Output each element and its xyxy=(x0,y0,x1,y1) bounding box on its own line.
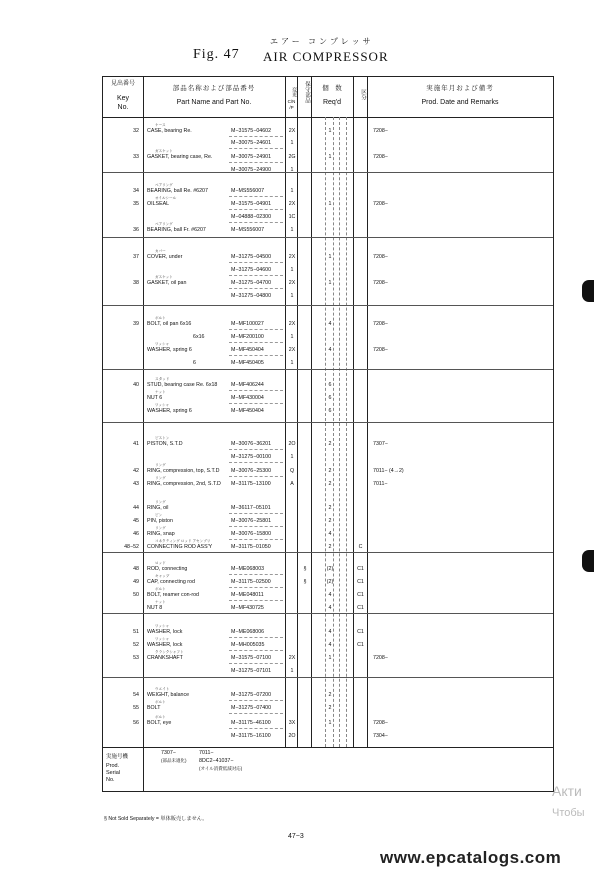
row-dash xyxy=(229,462,283,463)
change-code: A xyxy=(290,481,294,487)
row-dash xyxy=(229,574,283,575)
quantity: 2 xyxy=(328,705,332,711)
quantity: 4 xyxy=(328,592,332,598)
remarks: 7208− xyxy=(373,347,388,353)
watermark: www.epcatalogs.com xyxy=(380,848,562,867)
figure-title: AIR COMPRESSOR xyxy=(263,49,389,64)
part-name: WASHER, spring 6 xyxy=(147,408,192,414)
quantity: 6 xyxy=(328,395,332,401)
remarks: 7208− xyxy=(373,201,388,207)
key-number: 32 xyxy=(133,128,139,134)
figure-label: Fig. 47 xyxy=(193,47,240,62)
part-number: M−30075−24901 xyxy=(231,154,272,160)
remarks: 7208− xyxy=(373,280,388,286)
part-name-furigana: キャップ xyxy=(155,574,170,578)
part-number: M−31175−02500 xyxy=(231,579,271,585)
part-number: M−30076−36201 xyxy=(231,441,272,447)
quantity: 4 xyxy=(328,629,332,635)
binder-hole xyxy=(582,280,594,302)
change-code: 2X xyxy=(288,128,296,134)
part-number: M−31175−01050 xyxy=(231,544,271,550)
change-code: 2X xyxy=(288,280,296,286)
part-name: BEARING, ball Re. #6207 xyxy=(147,188,208,194)
part-name: BOLT xyxy=(147,705,161,711)
serial-label: Prod. Serial No. xyxy=(106,763,121,783)
key-number: 55 xyxy=(133,705,139,711)
quantity: 1 xyxy=(328,154,332,160)
row-dash xyxy=(229,713,283,714)
header-req: Req'd xyxy=(322,99,342,106)
req-subcolumn xyxy=(333,117,334,747)
part-name-furigana: ロッド xyxy=(155,561,166,565)
remarks: 7011− (4→2) xyxy=(373,468,404,474)
part-name-furigana: ピストン xyxy=(155,436,170,440)
part-number: M−MF430004 xyxy=(231,395,264,401)
part-name-furigana: ワッシャ xyxy=(155,624,170,628)
header-key-jp: 見出番号 xyxy=(110,81,135,87)
group-divider xyxy=(103,172,553,173)
part-number: M−ME068003 xyxy=(231,566,265,572)
not-sold-mark: § xyxy=(303,566,307,572)
class-code: C1 xyxy=(357,642,364,648)
part-name-furigana: ボルト xyxy=(155,587,166,591)
class-code: C1 xyxy=(357,605,364,611)
part-name: CASE, bearing Re. xyxy=(147,128,192,134)
remarks: 7208− xyxy=(373,720,388,726)
change-code: 1 xyxy=(290,140,294,146)
row-dash xyxy=(229,403,283,404)
row-dash xyxy=(229,162,283,163)
part-number: M−ME068006 xyxy=(231,629,265,635)
part-name: OILSEAL xyxy=(147,201,170,207)
header-part: Part Name and Part No. xyxy=(176,99,252,106)
part-number: M−31175−46100 xyxy=(231,720,271,726)
part-number: M−31175−13100 xyxy=(231,481,271,487)
quantity: 1 xyxy=(328,201,332,207)
part-name: RING, snap xyxy=(147,531,175,537)
change-code: 2X xyxy=(288,321,296,327)
change-code: 1 xyxy=(290,334,294,340)
quantity: 2 xyxy=(328,544,332,550)
group-divider xyxy=(103,552,553,553)
change-code: 1 xyxy=(290,454,294,460)
remarks: 7011− xyxy=(373,481,388,487)
col-divider xyxy=(367,77,368,747)
quantity: 2 xyxy=(328,468,332,474)
serial-col1-note: (部品未適化) xyxy=(161,758,187,763)
part-number: M−30075−24601 xyxy=(231,140,272,146)
part-number: M−ME048011 xyxy=(231,592,264,598)
col-divider xyxy=(143,77,144,747)
part-number: M−36117−05101 xyxy=(231,505,271,511)
part-name-furigana: リング xyxy=(155,500,166,504)
part-name-furigana: スタッド xyxy=(155,377,170,381)
part-name: WASHER, spring 6 xyxy=(147,347,192,353)
quantity: (2) xyxy=(326,566,334,572)
part-name: BOLT, oil pan 6x16 xyxy=(147,321,192,327)
part-number: M−MS556007 xyxy=(231,188,265,194)
key-number: 44 xyxy=(133,505,139,511)
serial-col2-date: 7011− xyxy=(199,750,214,756)
key-number: 45 xyxy=(133,518,139,524)
key-number: 56 xyxy=(133,720,139,726)
parts-table xyxy=(102,76,554,792)
part-name: GASKET, bearing case, Re. xyxy=(147,154,213,160)
binder-hole xyxy=(582,550,594,572)
key-number: 48−52 xyxy=(124,544,139,550)
part-name-furigana: ワッシャ xyxy=(155,342,170,346)
change-code: 1 xyxy=(290,267,294,273)
serial-col2-serial: 8DC2−41037− xyxy=(199,758,234,764)
quantity: 6 xyxy=(328,408,332,414)
part-number: M−31275−07200 xyxy=(231,692,272,698)
part-number: M−30076−15800 xyxy=(231,531,272,537)
change-code: 1 xyxy=(290,293,294,299)
remarks: 7208− xyxy=(373,321,388,327)
header-change-jp: 変更 xyxy=(291,87,297,97)
group-divider xyxy=(103,613,553,614)
part-name: RING, compression, 2nd, S.T.D xyxy=(147,481,221,487)
remarks: 7208− xyxy=(373,254,388,260)
part-name-furigana: ウエイト xyxy=(155,687,170,691)
header-part-jp: 部品名称および部品番号 xyxy=(172,85,256,92)
part-name-furigana: ワッシャ xyxy=(155,403,170,407)
key-number: 49 xyxy=(133,579,139,585)
part-name: STUD, bearing case Re. 6x18 xyxy=(147,382,218,388)
class-code: C1 xyxy=(357,629,364,635)
part-name-furigana: ワッシャ xyxy=(155,637,170,641)
row-dash xyxy=(229,650,283,651)
quantity: 2 xyxy=(328,518,332,524)
remarks: 7304− xyxy=(373,733,388,739)
quantity: 6 xyxy=(328,382,332,388)
key-number: 54 xyxy=(133,692,139,698)
part-name-furigana: カバー xyxy=(155,249,166,253)
part-number: M−31275−07101 xyxy=(231,668,272,674)
change-code: 1C xyxy=(288,214,296,220)
part-number: M−MF200100 xyxy=(231,334,264,340)
serial-label-jp: 実施号機 xyxy=(106,754,129,760)
change-code: 1 xyxy=(290,167,294,173)
col-divider xyxy=(285,77,286,747)
req-subcolumn xyxy=(325,117,326,747)
change-code: 2O xyxy=(288,733,296,739)
change-code: 2X xyxy=(288,201,296,207)
key-number: 40 xyxy=(133,382,139,388)
part-name: BEARING, ball Fr. #6207 xyxy=(147,227,206,233)
part-name-furigana: リング xyxy=(155,463,166,467)
part-name-furigana: ケース xyxy=(155,123,166,127)
req-subcolumn xyxy=(339,117,340,747)
key-number: 53 xyxy=(133,655,139,661)
serial-col2-note: (オイル消費低減対応) xyxy=(199,766,243,771)
part-name: PISTON, S.T.D xyxy=(147,441,183,447)
remarks: 7208− xyxy=(373,128,388,134)
row-dash xyxy=(229,342,283,343)
part-number: M−31275−04800 xyxy=(231,293,272,299)
row-dash xyxy=(229,587,283,588)
part-number: M−31175−16100 xyxy=(231,733,271,739)
part-number: M−31575−07100 xyxy=(231,655,272,661)
part-number: M−MF406244 xyxy=(231,382,264,388)
key-number: 52 xyxy=(133,642,139,648)
class-code: C xyxy=(358,544,363,550)
part-name: 6 xyxy=(193,360,196,366)
part-name-furigana: クランクシャフト xyxy=(155,650,184,654)
part-number: M−30076−25801 xyxy=(231,518,272,524)
class-code: C1 xyxy=(357,592,364,598)
part-number: M−MF450404 xyxy=(231,408,264,414)
part-name-furigana: ナット xyxy=(155,390,166,394)
change-code: 2X xyxy=(288,347,296,353)
part-number: M−MF450405 xyxy=(231,360,264,366)
part-name: PIN, piston xyxy=(147,518,173,524)
row-dash xyxy=(229,329,283,330)
row-dash xyxy=(229,222,283,223)
part-number: M−MS556007 xyxy=(231,227,265,233)
part-name: CAP, connecting rod xyxy=(147,579,195,585)
row-dash xyxy=(229,600,283,601)
part-name: NUT 8 xyxy=(147,605,163,611)
part-name: 6x16 xyxy=(193,334,205,340)
part-name: BOLT, reamer con-rod xyxy=(147,592,200,598)
part-name-furigana: ナット xyxy=(155,600,166,604)
header-remarks-jp: 実施年月および備考 xyxy=(426,85,494,92)
key-number: 41 xyxy=(133,441,139,447)
remarks: 7208− xyxy=(373,154,388,160)
class-code: C1 xyxy=(357,566,364,572)
part-name: ROD, connecting xyxy=(147,566,188,572)
part-number: M−31275−00100 xyxy=(231,454,272,460)
quantity: 2 xyxy=(328,441,332,447)
activation-watermark: Акти xyxy=(552,783,582,799)
key-number: 42 xyxy=(133,468,139,474)
quantity: 4 xyxy=(328,531,332,537)
part-name: GASKET, oil pan xyxy=(147,280,187,286)
row-dash xyxy=(229,449,283,450)
part-number: M−31275−07400 xyxy=(231,705,272,711)
part-name-furigana: リング xyxy=(155,476,166,480)
row-dash xyxy=(229,288,283,289)
key-number: 36 xyxy=(133,227,139,233)
key-number: 39 xyxy=(133,321,139,327)
part-name: NUT 6 xyxy=(147,395,163,401)
quantity: 2 xyxy=(328,481,332,487)
row-dash xyxy=(229,526,283,527)
header-remarks: Prod. Date and Remarks xyxy=(421,99,499,106)
change-code: 1 xyxy=(290,360,294,366)
quantity: (2) xyxy=(326,579,334,585)
change-code: 2X xyxy=(288,655,296,661)
header-maint-jp: 保守部品 xyxy=(304,81,310,103)
key-number: 33 xyxy=(133,154,139,160)
figure-title-jp: エアー コンプレッサ xyxy=(270,37,374,46)
row-dash xyxy=(229,728,283,729)
change-code: Q xyxy=(289,468,295,474)
part-number: M−31275−04700 xyxy=(231,280,272,286)
quantity: 1 xyxy=(328,254,332,260)
key-number: 51 xyxy=(133,629,139,635)
key-number: 37 xyxy=(133,254,139,260)
remarks: 7307− xyxy=(373,441,388,447)
part-number: M−31275−04500 xyxy=(231,254,272,260)
header-class-jp: 区分 xyxy=(360,89,366,100)
col-divider xyxy=(311,77,312,747)
header-req-jp: 個 数 xyxy=(322,85,342,92)
key-number: 35 xyxy=(133,201,139,207)
key-number: 38 xyxy=(133,280,139,286)
row-dash xyxy=(229,262,283,263)
row-dash xyxy=(229,700,283,701)
part-number: M−31575−04901 xyxy=(231,201,272,207)
row-dash xyxy=(229,637,283,638)
class-code: C1 xyxy=(357,579,364,585)
header-key: Key No. xyxy=(116,95,130,111)
header-divider xyxy=(103,117,553,118)
change-code: 2X xyxy=(288,254,296,260)
col-divider xyxy=(297,77,298,747)
part-name: CRANKSHAFT xyxy=(147,655,183,661)
req-subcolumn xyxy=(346,117,347,747)
change-code: 1 xyxy=(290,188,294,194)
quantity: 1 xyxy=(328,128,332,134)
key-number: 48 xyxy=(133,566,139,572)
group-divider xyxy=(103,369,553,370)
quantity: 4 xyxy=(328,642,332,648)
row-dash xyxy=(229,539,283,540)
part-name-furigana: ガスケット xyxy=(155,149,173,153)
quantity: 1 xyxy=(328,655,332,661)
quantity: 1 xyxy=(328,280,332,286)
part-name: CONNECTING ROD ASS'Y xyxy=(147,544,213,550)
header-change: C/N /P xyxy=(287,99,296,110)
row-dash xyxy=(229,275,283,276)
change-code: 3X xyxy=(288,720,296,726)
part-name-furigana: ボルト xyxy=(155,316,166,320)
quantity: 4 xyxy=(328,605,332,611)
quantity: 1 xyxy=(328,720,332,726)
part-name-furigana: ボルト xyxy=(155,700,166,704)
key-number: 43 xyxy=(133,481,139,487)
part-name: BOLT, eye xyxy=(147,720,172,726)
part-name: RING, oil xyxy=(147,505,169,511)
part-name: WASHER, lock xyxy=(147,629,183,635)
remarks: 7208− xyxy=(373,655,388,661)
footnote: § Not Sold Separately = 単体販売しません。 xyxy=(104,816,208,822)
part-name-furigana: コネクティング ロッド アセンブリ xyxy=(155,539,211,543)
part-number: M−MF450404 xyxy=(231,347,264,353)
part-number: M−30076−25300 xyxy=(231,468,272,474)
part-number: M−MH005035 xyxy=(231,642,265,648)
col-divider xyxy=(143,747,144,791)
part-name-furigana: ベアリング xyxy=(155,222,173,226)
part-number: M−MF100027 xyxy=(231,321,264,327)
part-name-furigana: ボルト xyxy=(155,715,166,719)
part-number: M−30075−24900 xyxy=(231,167,272,173)
change-code: 1 xyxy=(290,668,294,674)
row-dash xyxy=(229,390,283,391)
key-number: 34 xyxy=(133,188,139,194)
serial-divider xyxy=(103,747,553,748)
quantity: 4 xyxy=(328,321,332,327)
row-dash xyxy=(229,513,283,514)
group-divider xyxy=(103,305,553,306)
part-name: RING, compression, top, S.T.D xyxy=(147,468,220,474)
part-name-furigana: ベアリング xyxy=(155,183,173,187)
change-code: 1 xyxy=(290,227,294,233)
row-dash xyxy=(229,196,283,197)
row-dash xyxy=(229,663,283,664)
part-number: M−31275−04600 xyxy=(231,267,272,273)
quantity: 2 xyxy=(328,505,332,511)
row-dash xyxy=(229,355,283,356)
row-dash xyxy=(229,136,283,137)
part-number: M−04888−02300 xyxy=(231,214,272,220)
part-name: WEIGHT, balance xyxy=(147,692,190,698)
group-divider xyxy=(103,237,553,238)
part-number: M−31575−04602 xyxy=(231,128,272,134)
part-number: M−MF430725 xyxy=(231,605,264,611)
not-sold-mark: § xyxy=(303,579,307,585)
row-dash xyxy=(229,148,283,149)
activation-watermark-sub: Чтобы xyxy=(552,807,585,819)
row-dash xyxy=(229,476,283,477)
quantity: 2 xyxy=(328,692,332,698)
part-name-furigana: リング xyxy=(155,526,166,530)
row-dash xyxy=(229,209,283,210)
group-divider xyxy=(103,677,553,678)
key-number: 50 xyxy=(133,592,139,598)
key-number: 46 xyxy=(133,531,139,537)
page-number: 47−3 xyxy=(288,833,304,840)
part-name-furigana: ピン xyxy=(155,513,163,517)
part-name-furigana: オイルシール xyxy=(155,196,177,200)
change-code: 2O xyxy=(288,441,296,447)
quantity: 4 xyxy=(328,347,332,353)
change-code: 2G xyxy=(288,154,296,160)
part-name-furigana: ガスケット xyxy=(155,275,173,279)
part-name: COVER, under xyxy=(147,254,183,260)
serial-col1-date: 7307− xyxy=(161,750,176,756)
part-name: WASHER, lock xyxy=(147,642,183,648)
group-divider xyxy=(103,422,553,423)
